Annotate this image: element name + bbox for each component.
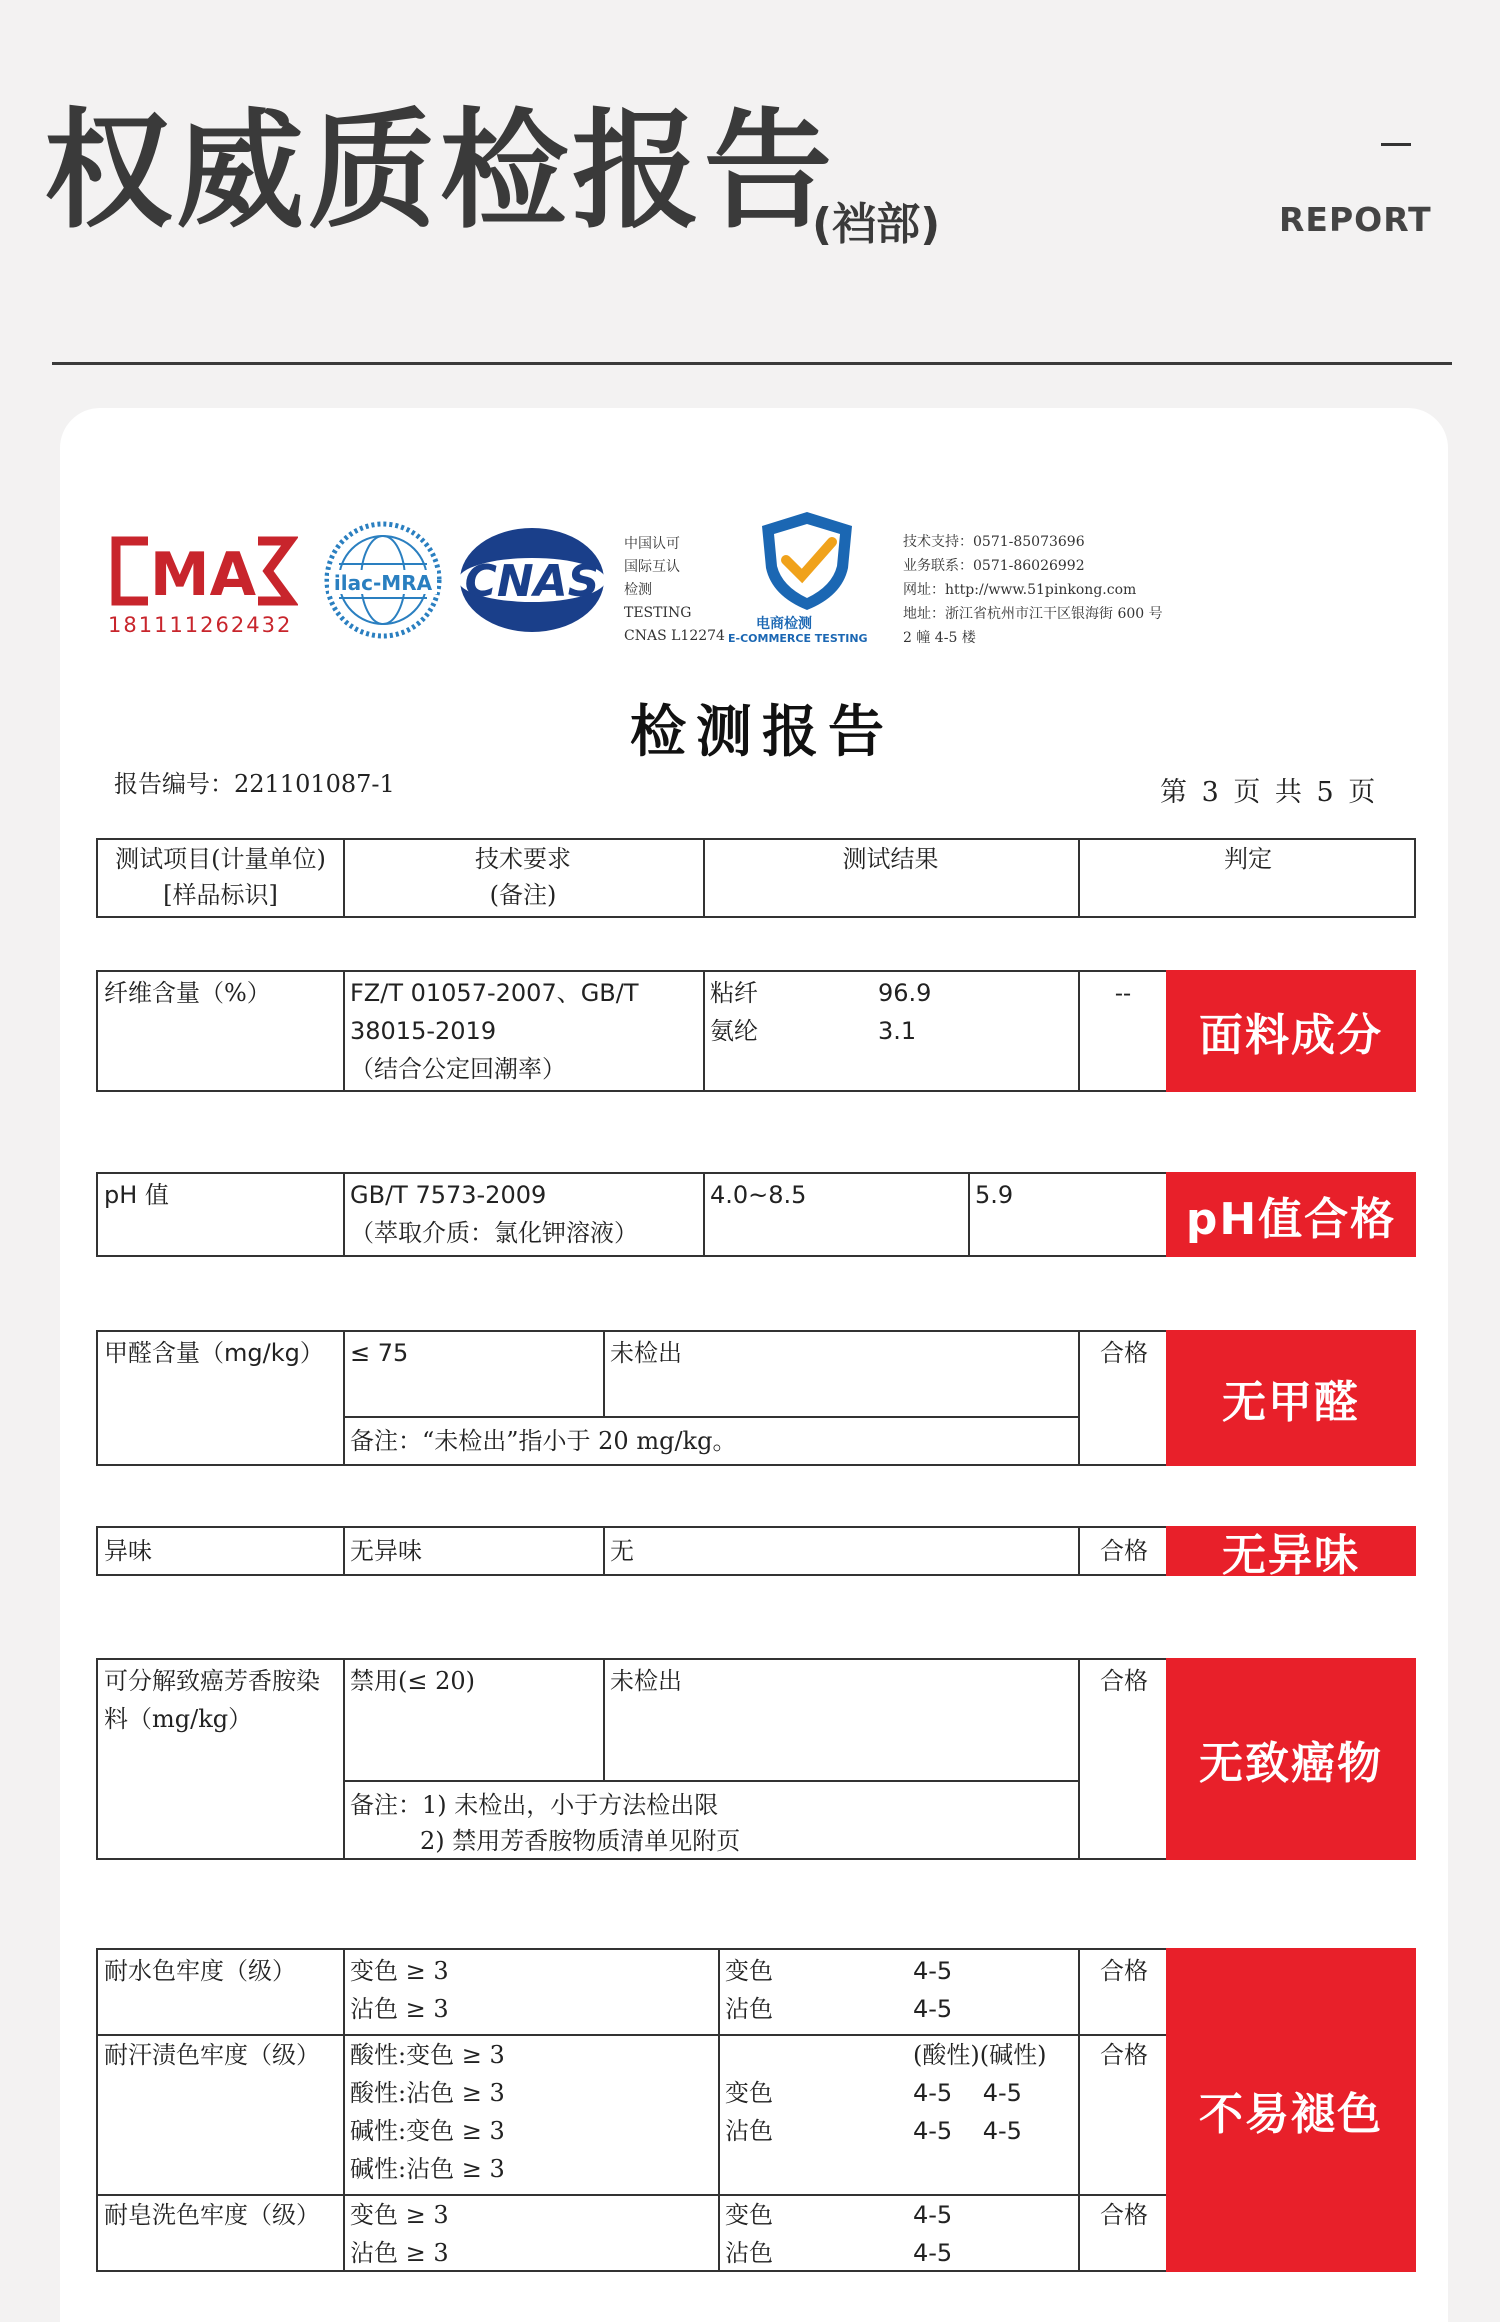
cert-line: TESTING	[624, 605, 692, 621]
cnas-text: CNAS	[464, 556, 600, 607]
cma-logo	[108, 533, 308, 637]
ph-item: pH 值	[104, 1181, 169, 1209]
ph-req: GB/T 7573-2009	[350, 1181, 547, 1209]
cert-text	[624, 533, 725, 648]
sweat-result-value: 4-5 4-5	[913, 2079, 1022, 2107]
sweat-req: 酸性:变色 ≥ 3	[350, 2041, 505, 2069]
soap-result-value: 4-5	[913, 2201, 953, 2229]
formaldehyde-verdict: 合格	[1100, 1339, 1148, 1367]
soap-req: 变色 ≥ 3	[350, 2201, 449, 2229]
soap-result-name: 沾色	[725, 2239, 773, 2267]
header-col-item-sub: [样品标识]	[163, 881, 278, 909]
row-ph	[96, 1172, 1236, 1257]
water-result-value: 4-5	[913, 1995, 953, 2023]
header-dash	[1381, 143, 1411, 146]
fiber-item: 纤维含量（%）	[104, 979, 271, 1007]
formaldehyde-req: ≤ 75	[350, 1339, 409, 1367]
sweat-req: 酸性:沾色 ≥ 3	[350, 2079, 505, 2107]
odor-item: 异味	[104, 1537, 152, 1565]
badge-fabric: 面料成分	[1166, 970, 1416, 1092]
fiber-req: FZ/T 01057-2007、GB/T	[350, 979, 639, 1007]
odor-req: 无异味	[350, 1537, 422, 1565]
report-card	[60, 408, 1448, 2322]
sweat-result-name: 沾色	[725, 2117, 773, 2145]
sweat-verdict: 合格	[1100, 2041, 1148, 2069]
contact-info	[903, 530, 1163, 650]
shield-text-en: E-COMMERCE TESTING	[728, 632, 868, 645]
contact-line: 网址：http://www.51pinkong.com	[903, 582, 1137, 598]
row-fiber	[96, 970, 1236, 1092]
sweat-req: 碱性:沾色 ≥ 3	[350, 2155, 505, 2183]
formaldehyde-item: 甲醛含量（mg/kg）	[104, 1339, 324, 1367]
fiber-result-value: 96.9	[878, 979, 932, 1007]
ph-range: 4.0~8.5	[710, 1181, 807, 1209]
page-number: 第 3 页 共 5 页	[1160, 777, 1376, 808]
shield-text-cn: 电商检测	[756, 616, 812, 632]
cma-letters: MA	[149, 540, 257, 610]
cnas-logo	[455, 524, 610, 640]
badge-no-formaldehyde: 无甲醛	[1166, 1330, 1416, 1466]
ilac-text: ilac-MRA	[333, 571, 433, 595]
azo-req: 禁用(≤ 20)	[350, 1667, 476, 1695]
water-req: 沾色 ≥ 3	[350, 1995, 449, 2023]
cnas-ellipse-icon	[455, 524, 610, 636]
contact-line: 地址：浙江省杭州市江干区银海街 600 号	[903, 606, 1163, 622]
row-azo-dyes	[96, 1658, 1236, 1860]
ph-req: （萃取介质：氯化钾溶液）	[350, 1219, 638, 1247]
fiber-verdict: --	[1114, 979, 1132, 1007]
fiber-result-name: 粘纤	[710, 979, 758, 1007]
water-verdict: 合格	[1100, 1957, 1148, 1985]
sweat-result-head: (酸性)(碱性)	[913, 2041, 1047, 2069]
page-title: 权威质检报告	[44, 97, 837, 246]
soap-item: 耐皂洗色牢度（级）	[104, 2201, 320, 2229]
header-col-requirement: 技术要求	[475, 845, 571, 873]
formaldehyde-note: 备注：“未检出”指小于 20 mg/kg。	[350, 1427, 737, 1455]
shield-check-icon	[752, 508, 862, 612]
water-req: 变色 ≥ 3	[350, 1957, 449, 1985]
water-result-name: 沾色	[725, 1995, 773, 2023]
azo-verdict: 合格	[1100, 1667, 1148, 1695]
soap-result-name: 变色	[725, 2201, 773, 2229]
contact-line: 技术支持：0571-85073696	[903, 534, 1085, 550]
ilac-globe-icon	[323, 520, 443, 640]
fiber-req: （结合公定回潮率）	[350, 1055, 566, 1083]
sweat-req: 碱性:变色 ≥ 3	[350, 2117, 505, 2145]
fiber-req: 38015-2019	[350, 1017, 497, 1045]
page-subtitle: (裆部)	[812, 199, 941, 250]
report-label: REPORT	[1279, 200, 1432, 239]
water-result-value: 4-5	[913, 1957, 953, 1985]
odor-result: 无	[610, 1537, 634, 1565]
header-divider	[52, 362, 1452, 365]
ph-result: 5.9	[975, 1181, 1014, 1209]
fiber-result-name: 氨纶	[710, 1017, 758, 1045]
cert-line: 中国认可	[624, 536, 680, 552]
ilac-mra-logo	[323, 520, 443, 644]
cma-mark-icon	[108, 533, 298, 613]
badge-no-odor: 无异味	[1166, 1526, 1416, 1576]
water-result-name: 变色	[725, 1957, 773, 1985]
row-colorfastness	[96, 1948, 1236, 2272]
cert-line: 国际互认	[624, 559, 680, 575]
formaldehyde-result: 未检出	[610, 1339, 682, 1367]
header-col-verdict: 判定	[1224, 845, 1272, 873]
ecommerce-testing-logo	[752, 508, 862, 616]
document-title: 检测报告	[630, 699, 894, 765]
header-col-requirement-sub: (备注)	[489, 881, 557, 909]
water-item: 耐水色牢度（级）	[104, 1957, 296, 1985]
azo-note: 2) 禁用芳香胺物质清单见附页	[420, 1827, 741, 1855]
header-col-item: 测试项目(计量单位)	[115, 845, 326, 873]
report-number: 报告编号：221101087-1	[114, 770, 395, 798]
sweat-result-value: 4-5 4-5	[913, 2117, 1022, 2145]
table-header	[96, 838, 1416, 918]
azo-note: 备注：1) 未检出，小于方法检出限	[350, 1791, 719, 1819]
contact-line: 2 幢 4-5 楼	[903, 630, 976, 646]
badge-no-carcinogen: 无致癌物	[1166, 1658, 1416, 1860]
soap-verdict: 合格	[1100, 2201, 1148, 2229]
row-formaldehyde	[96, 1330, 1236, 1466]
odor-verdict: 合格	[1100, 1537, 1148, 1565]
contact-line: 业务联系：0571-86026992	[903, 558, 1085, 574]
sweat-item: 耐汗渍色牢度（级）	[104, 2041, 320, 2069]
soap-req: 沾色 ≥ 3	[350, 2239, 449, 2267]
badge-ph: pH值合格	[1166, 1172, 1416, 1257]
row-odor	[96, 1526, 1236, 1576]
fiber-result-value: 3.1	[878, 1017, 917, 1045]
azo-item: 可分解致癌芳香胺染	[104, 1667, 320, 1695]
azo-result: 未检出	[610, 1667, 682, 1695]
sweat-result-name: 变色	[725, 2079, 773, 2107]
cert-line: 检测	[624, 582, 652, 598]
azo-item: 料（mg/kg）	[104, 1705, 253, 1733]
soap-result-value: 4-5	[913, 2239, 953, 2267]
cert-line: CNAS L12274	[624, 628, 725, 644]
header-col-result: 测试结果	[842, 845, 939, 873]
badge-colorfast: 不易褪色	[1166, 1948, 1416, 2272]
cma-number: 181111262432	[108, 613, 293, 637]
